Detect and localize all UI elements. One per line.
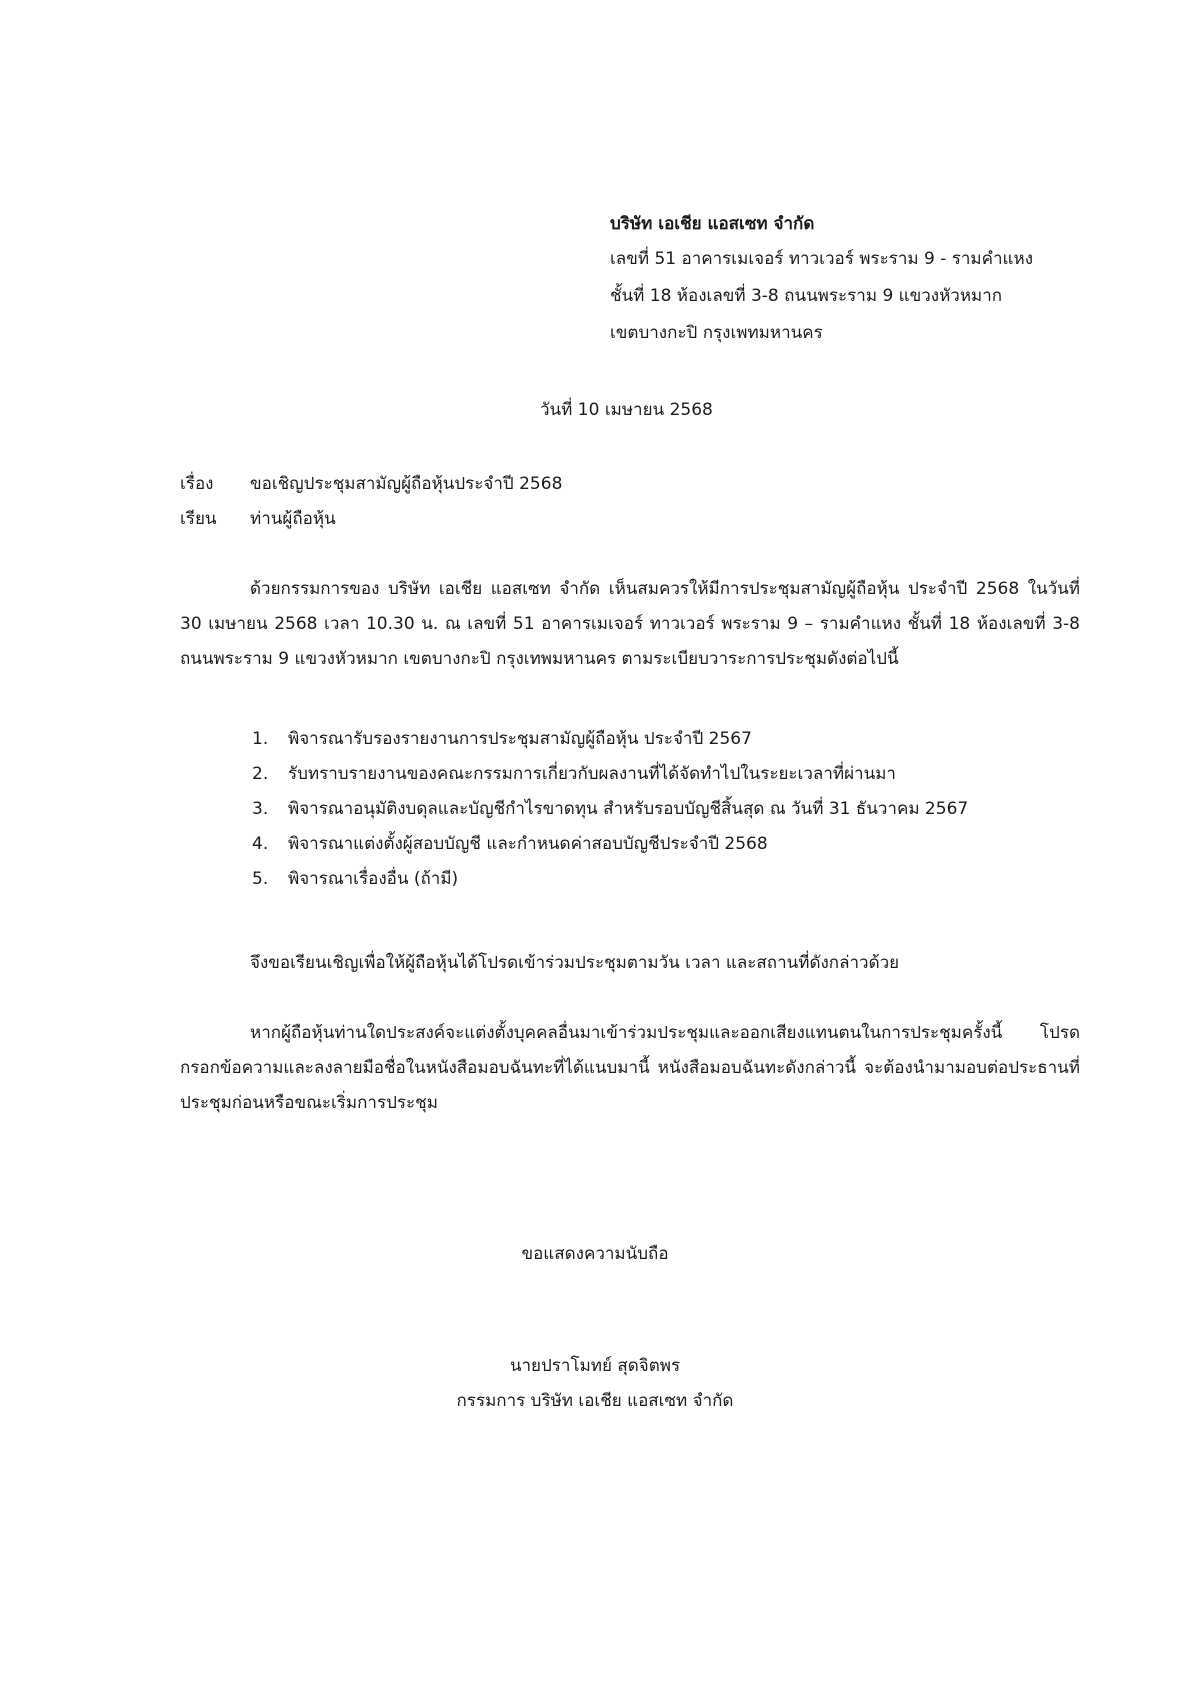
invite-paragraph bbox=[180, 946, 1080, 981]
recipient-text: ท่านผู้ถือหุ้น bbox=[250, 509, 336, 529]
subject-label: เรื่อง bbox=[180, 474, 214, 494]
recipient-label: เรียน bbox=[180, 509, 217, 529]
agenda-item-text: รับทราบรายงานของคณะกรรมการเกี่ยวกับผลงานที่ได้จัดทำไปในระยะเวลาที่ผ่านมา bbox=[288, 764, 896, 784]
agenda-item bbox=[252, 757, 968, 792]
closing-text: ขอแสดงความนับถือ bbox=[521, 1244, 669, 1264]
agenda-item-text: พิจารณาแต่งตั้งผู้สอบบัญชี และกำหนดค่าสอบบัญชีประจำปี 2568 bbox=[288, 834, 768, 854]
letter-date: วันที่ 10 เมษายน 2568 bbox=[540, 400, 713, 420]
subject-text: ขอเชิญประชุมสามัญผู้ถือหุ้นประจำปี 2568 bbox=[250, 474, 563, 494]
agenda-item-number: 5. bbox=[252, 869, 269, 889]
sender-address-line-3: เขตบางกะปิ กรุงเพทมหานคร bbox=[610, 323, 823, 343]
agenda-item bbox=[252, 722, 968, 757]
sender-company: บริษัท เอเชีย แอสเซท จำกัด bbox=[610, 214, 815, 234]
sender-address-line-1: เลขที่ 51 อาคารเมเจอร์ ทาวเวอร์ พระราม 9 - รามคำแหง bbox=[610, 249, 1034, 269]
agenda-item bbox=[252, 862, 968, 897]
sender-address-line-2: ชั้นที่ 18 ห้องเลขที่ 3-8 ถนนพระราม 9 แขวงหัวหมาก bbox=[610, 286, 1003, 306]
agenda-item-number: 3. bbox=[252, 799, 269, 819]
agenda-item-number: 4. bbox=[252, 834, 269, 854]
intro-paragraph bbox=[180, 572, 1080, 677]
proxy-paragraph bbox=[180, 1016, 1080, 1121]
intro-paragraph-text: ด้วยกรรมการของ บริษัท เอเชีย แอสเซท จำกัด เห็นสมควรให้มีการประชุมสามัญผู้ถือหุ้น ประจำปี 2568 ในวันที่ 30 เมษายน 2568 เวลา 10.30 น. ณ เลขที่ 51 อาคารเมเจอร์ ทาวเวอร์ พระราม 9 – รามคำแหง ชั้นที่ 18 ห้องเลขที่ 3-8 ถนนพระราม 9 แขวงหัวหมาก เขตบางกะปิ กรุงเทพมหานคร ตามระเบียบวาระการประชุมดังต่อไปนี้ bbox=[180, 579, 1080, 669]
agenda-item bbox=[252, 792, 968, 827]
signatory-title: กรรมการ บริษัท เอเชีย แอสเซท จำกัด bbox=[456, 1391, 734, 1411]
agenda-item-text: พิจารณารับรองรายงานการประชุมสามัญผู้ถือหุ้น ประจำปี 2567 bbox=[288, 729, 752, 749]
agenda-item-number: 1. bbox=[252, 729, 269, 749]
agenda-item-number: 2. bbox=[252, 764, 269, 784]
agenda-item-text: พิจารณาเรื่องอื่น (ถ้ามี) bbox=[288, 869, 459, 889]
agenda-item-text: พิจารณาอนุมัติงบดุลและบัญชีกำไรขาดทุน สำหรับรอบบัญชีสิ้นสุด ณ วันที่ 31 ธันวาคม 2567 bbox=[288, 799, 969, 819]
invite-paragraph-text: จึงขอเรียนเชิญเพื่อให้ผู้ถือหุ้นได้โปรดเข้าร่วมประชุมตามวัน เวลา และสถานที่ดังกล่าวด้วย bbox=[250, 953, 900, 973]
agenda-list bbox=[252, 722, 968, 897]
signatory-name: นายปราโมทย์ สุดจิตพร bbox=[509, 1356, 681, 1376]
proxy-paragraph-text: หากผู้ถือหุ้นท่านใดประสงค์จะแต่งตั้งบุคคลอื่นมาเข้าร่วมประชุมและออกเสียงแทนตนในการประชุมครั้งนี้ โปรดกรอกข้อความและลงลายมือชื่อในหนังสือมอบฉันทะที่ได้แนบมานี้ หนังสือมอบฉันทะดังกล่าวนี้ จะต้องนำมามอบต่อประธานที่ประชุมก่อนหรือขณะเริ่มการประชุม bbox=[180, 1023, 1080, 1113]
agenda-item bbox=[252, 827, 968, 862]
